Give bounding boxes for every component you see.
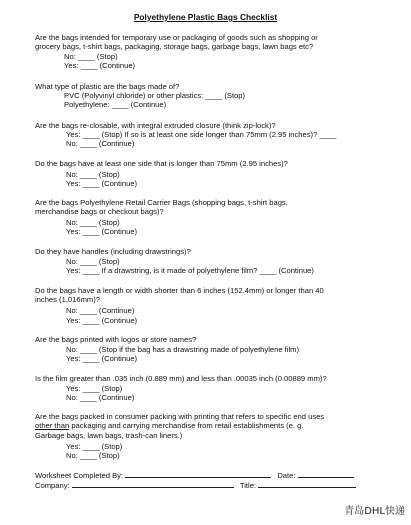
question-5: Are the bags Polyethylene Retail Carrier Bags (shopping bags, t-shirt bags, merchandise bags or checkout bags)? xyxy=(35,198,288,217)
company-label: Company: xyxy=(35,481,70,490)
question-8: Are the bags printed with logos or store names? xyxy=(35,335,197,344)
question-10-answer-no: No: ____ (Stop) xyxy=(66,451,120,460)
question-10-answer-yes: Yes: ____ (Stop) xyxy=(66,442,123,451)
question-5-answer-no: No: ____ (Stop) xyxy=(66,218,120,227)
question-6: Do they have handles (including drawstrings)? xyxy=(35,247,191,256)
question-1: Are the bags intended for temporary use or packaging of goods such as shopping or grocery bags, t-shirt bags, packaging, storage bags, garbage bags, lawn bags etc? xyxy=(35,33,318,52)
question-2: What type of plastic are the bags made of? xyxy=(35,82,180,91)
question-10-underlined: other than xyxy=(35,421,70,431)
question-1-answer-yes: Yes: ____ (Continue) xyxy=(64,61,136,70)
page-title: Polyethylene Plastic Bags Checklist xyxy=(133,12,278,22)
question-6-answer-yes: Yes: ____ If a drawstring, is it made of polyethylene film? ____ (Continue) xyxy=(66,266,314,275)
question-3-answer-no: No: ____ (Continue) xyxy=(66,139,135,148)
question-4-answer-no: No: ____ (Stop) xyxy=(66,170,120,179)
question-7-answer-yes: Yes: ____ (Continue) xyxy=(66,316,138,325)
question-10-text-after: packaging and carrying merchandise from retail establishments (e. g. Garbage bags, lawn bags, trash-can liners.) xyxy=(35,421,304,440)
question-8-answer-no: No: ____ (Stop if the bag has a drawstring made of polyethylene film) xyxy=(66,345,300,354)
question-4-answer-yes: Yes: ____ (Continue) xyxy=(66,179,138,188)
title-label: Title: xyxy=(239,481,257,490)
question-2-answer-pvc: PVC (Polyvinyl chloride) or other plastics: ____ (Stop) xyxy=(64,91,246,100)
company-field[interactable] xyxy=(72,480,234,488)
question-7: Do the bags have a length or width shorter than 6 inches (152.4mm) or longer than 40 inches (1,016mm)? xyxy=(35,286,324,305)
question-6-answer-no: No: ____ (Stop) xyxy=(66,257,120,266)
completed-by-field[interactable] xyxy=(125,470,271,478)
question-9-answer-yes: Yes: ____ (Stop) xyxy=(66,384,123,393)
watermark-text: 青岛DHL快递 xyxy=(344,506,405,517)
question-5-answer-yes: Yes: ____ (Continue) xyxy=(66,227,138,236)
question-9-answer-no: No: ____ (Continue) xyxy=(66,393,135,402)
question-8-answer-yes: Yes: ____ (Continue) xyxy=(66,354,138,363)
footer-row-company xyxy=(35,480,365,490)
date-field[interactable] xyxy=(298,470,354,478)
question-2-answer-polyethylene: Polyethylene: ____ (Continue) xyxy=(64,100,167,109)
question-7-answer-no: No: ____ (Continue) xyxy=(66,306,135,315)
question-1-answer-no: No: ____ (Stop) xyxy=(64,52,118,61)
question-10-text-before: Are the bags packed in consumer packing with printing that refers to specific end uses xyxy=(35,412,325,421)
title-field[interactable] xyxy=(258,480,356,488)
question-3-answer-yes: Yes: ____ (Stop) If so is at least one side longer than 75mm (2.95 inches)? ____ xyxy=(66,130,337,139)
date-label: Date: xyxy=(277,471,296,480)
question-9: Is the film greater than .035 inch (0.889 mm) and less than .00035 inch (0.00889 mm)? xyxy=(35,374,327,383)
completed-by-label: Worksheet Completed By: xyxy=(35,471,124,480)
question-10 xyxy=(35,412,365,440)
footer-row-completed xyxy=(35,470,365,480)
question-3: Are the bags re-closable, with integral extruded closure (think zip-lock)? xyxy=(35,121,276,130)
question-4: Do the bags have at least one side that is longer than 75mm (2.95 inches)? xyxy=(35,159,288,168)
